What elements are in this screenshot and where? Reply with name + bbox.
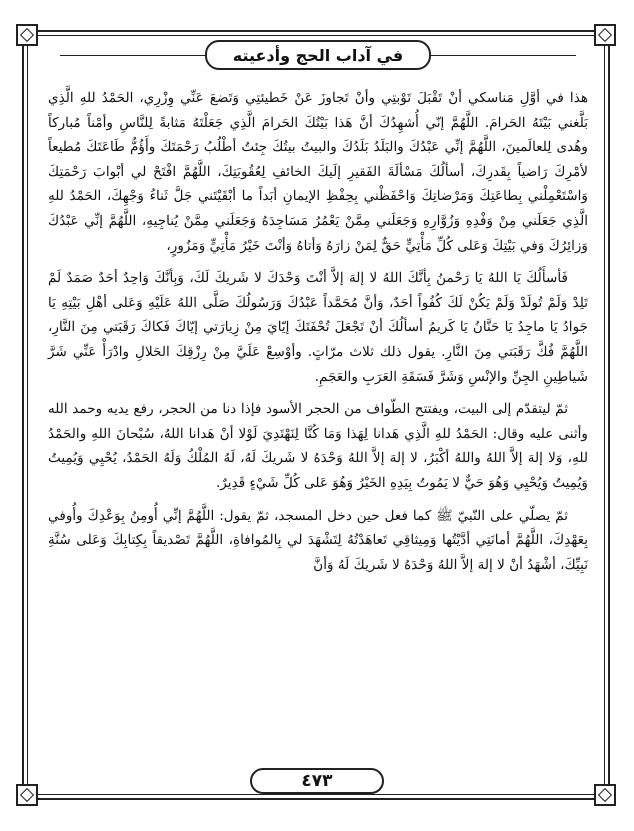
page-number: ٤٧٣: [301, 771, 333, 791]
page-body: [48, 86, 588, 585]
paragraph-2: فَأسأَلُكَ يَا اللهُ يَا رَحْمنُ بِأنَّكَ اللهُ لا إلهَ إلاَّ أنْتَ وَحْدَكَ لا شَريكَ لَكَ، وَبِأنَّكَ وَاحِدٌ أحَدٌ صَمَدٌ لَمْ تَلِدْ وَلَمْ تُولَدْ وَلَمْ يَكُنْ لَكَ كُفُواً أحَدٌ، وَأنَّ مُحَمَّداً عَبْدُكَ وَرَسُولُكَ صَلَّى اللهُ عَلَيْهِ وَعَلى أهْلِ بَيْتِهِ يَا جَوادُ يَا ماجِدُ يَا حَنَّانُ يَا كَريمُ أسألُكَ أنْ تَجْعَلَ تُحْفَتَكَ إيّايَ مِنْ زِيارَتي إيّاكَ فَكاكَ رَقَبَتي مِنَ النَّارِ، اللَّهُمَّ فُكَّ رَقَبَتي مِنَ النَّارِ. يقول ذلك ثلاث مرّاتٍ. وأوْسِعْ عَلَيَّ مِنْ رِزْقِكَ الحَلالِ وادْرَأْ عَنِّي شَرَّ شَياطِينِ الجِنِّ والإنْسِ وَشَرَّ فَسَقَةِ العَرَبِ والعَجَمِ.: [48, 270, 588, 385]
corner-ornament: [16, 24, 38, 46]
corner-ornament: [594, 24, 616, 46]
corner-ornament: [16, 784, 38, 806]
paragraph-1: هذا في أوَّلِ مَناسكي أنْ تَقْبَلَ تَوْبتِي وأنْ تَجاوزَ عَنْ خَطيئتِي وَتَضعَ عَنِّي وِزْرِي، الحَمْدُ للهِ الَّذِي بَلَّغني بَيْتَهُ الحَرامَ. اللَّهُمَّ إنّي أُشهِدُكَ أنَّ هَذا بَيْتُكَ الحَرامَ الَّذِي جَعَلْتَهُ مَثابةً لِلنَّاسِ وأمْناً مُباركاً وهُدى لِلعالَمينَ، اللَّهُمَّ إنِّي عَبْدُكَ والبَلَدُ بَلَدُكَ والبيتُ بيتُكَ جِئتُ أطْلُبُ رَحْمَتَكَ وأَؤُمُّ طَاعَتَكَ مُطيعاً لأمْرِكَ رَاضياً بِقَدرِكَ، أسألُكَ مَسْألَةَ الفَقيرِ إلَيكَ الخائفِ لِعُقُوبَتِكَ، اللَّهُمَّ افْتَحْ لي أبْوابَ رَحْمَتِكَ وَاسْتَعْمِلْني بِطاعَتِكَ وَمَرْضاتِكَ وَاحْفَظْني بِحِفْظِ الإيمانِ أبَداً ما أبْقَيْتَني جَلَّ ثَناءُ وَجْهِكَ، الحَمْدُ للهِ الَّذِي جَعَلَني مِنْ وَفْدِهِ وَزُوَّارِهِ وَجَعَلَني مِمَّنْ يَعْمُرُ مَسَاجِدَهُ وَجَعَلَني مِمَّنْ يُناجِيهِ، اللَّهُمَّ إنِّي عَبْدُكَ وَزائِرُكَ وَفي بَيْتِكَ وَعَلى كُلِّ مَأْتِيٍّ حَقٌّ لِمَنْ زارَهُ وَأتاهُ وَأنْتَ خَيْرُ مَأْتِيٍّ وَمَزُورٍ،: [48, 90, 588, 254]
page-number-box: [250, 768, 384, 794]
header-rule: [431, 55, 576, 56]
paragraph-4: ثمّ يصلّي على النّبيّ ﷺ كما فعل حين دخل المسجد، ثمّ يقول: اللَّهُمَّ إنِّي أُومِنُ بِوَعْدِكَ وأُوفي بِعَهْدِكَ، اللَّهُمَّ أمانَتِي أدَّيْتُها وَمِيثاقِي تَعاهَدْتُهُ لِتَشْهَدَ لي بِالمُوافاةِ، اللَّهُمَّ تَصْديقاً بِكِتابِكَ وَعَلى سُنَّةِ نَبِيِّكَ، أشْهَدُ أنْ لا إلهَ إلاَّ اللهُ وَحْدَهُ لا شَريكَ لَهُ وَأنَّ: [48, 507, 588, 573]
header-rule: [60, 55, 205, 56]
page-title: في آداب الحج وأدعيته: [232, 45, 404, 65]
corner-ornament: [594, 784, 616, 806]
header-title-box: [205, 40, 431, 70]
paragraph-3: ثمّ ليتقدّم إلى البيت، ويفتتح الطّواف من الحجر الأسود فإذا دنا من الحجر، رفع يديه وحمد الله وأثنى عليه وقال: الحَمْدُ للهِ الَّذِي هَدانا لِهَذا وَمَا كُنَّا لِنَهْتَدِيَ لَوْلا أنْ هَدانا اللهُ، سُبْحانَ اللهِ والحَمْدُ للهِ، وَلا إلهَ إلاَّ اللهُ واللهُ أكْبَرُ، لا إلهَ إلاَّ اللهُ وَحْدَهُ لا شَريكَ لَهُ، لَهُ المُلْكُ وَلَهُ الحَمْدُ، يُحْيِي وَيُمِيتُ وَيُمِيتُ وَيُحْيِي وَهُوَ حَيٌّ لا يَمُوتُ بِيَدِهِ الخَيْرُ وَهُوَ عَلى كُلِّ شَيْءٍ قَدِيرٌ.: [48, 401, 588, 491]
